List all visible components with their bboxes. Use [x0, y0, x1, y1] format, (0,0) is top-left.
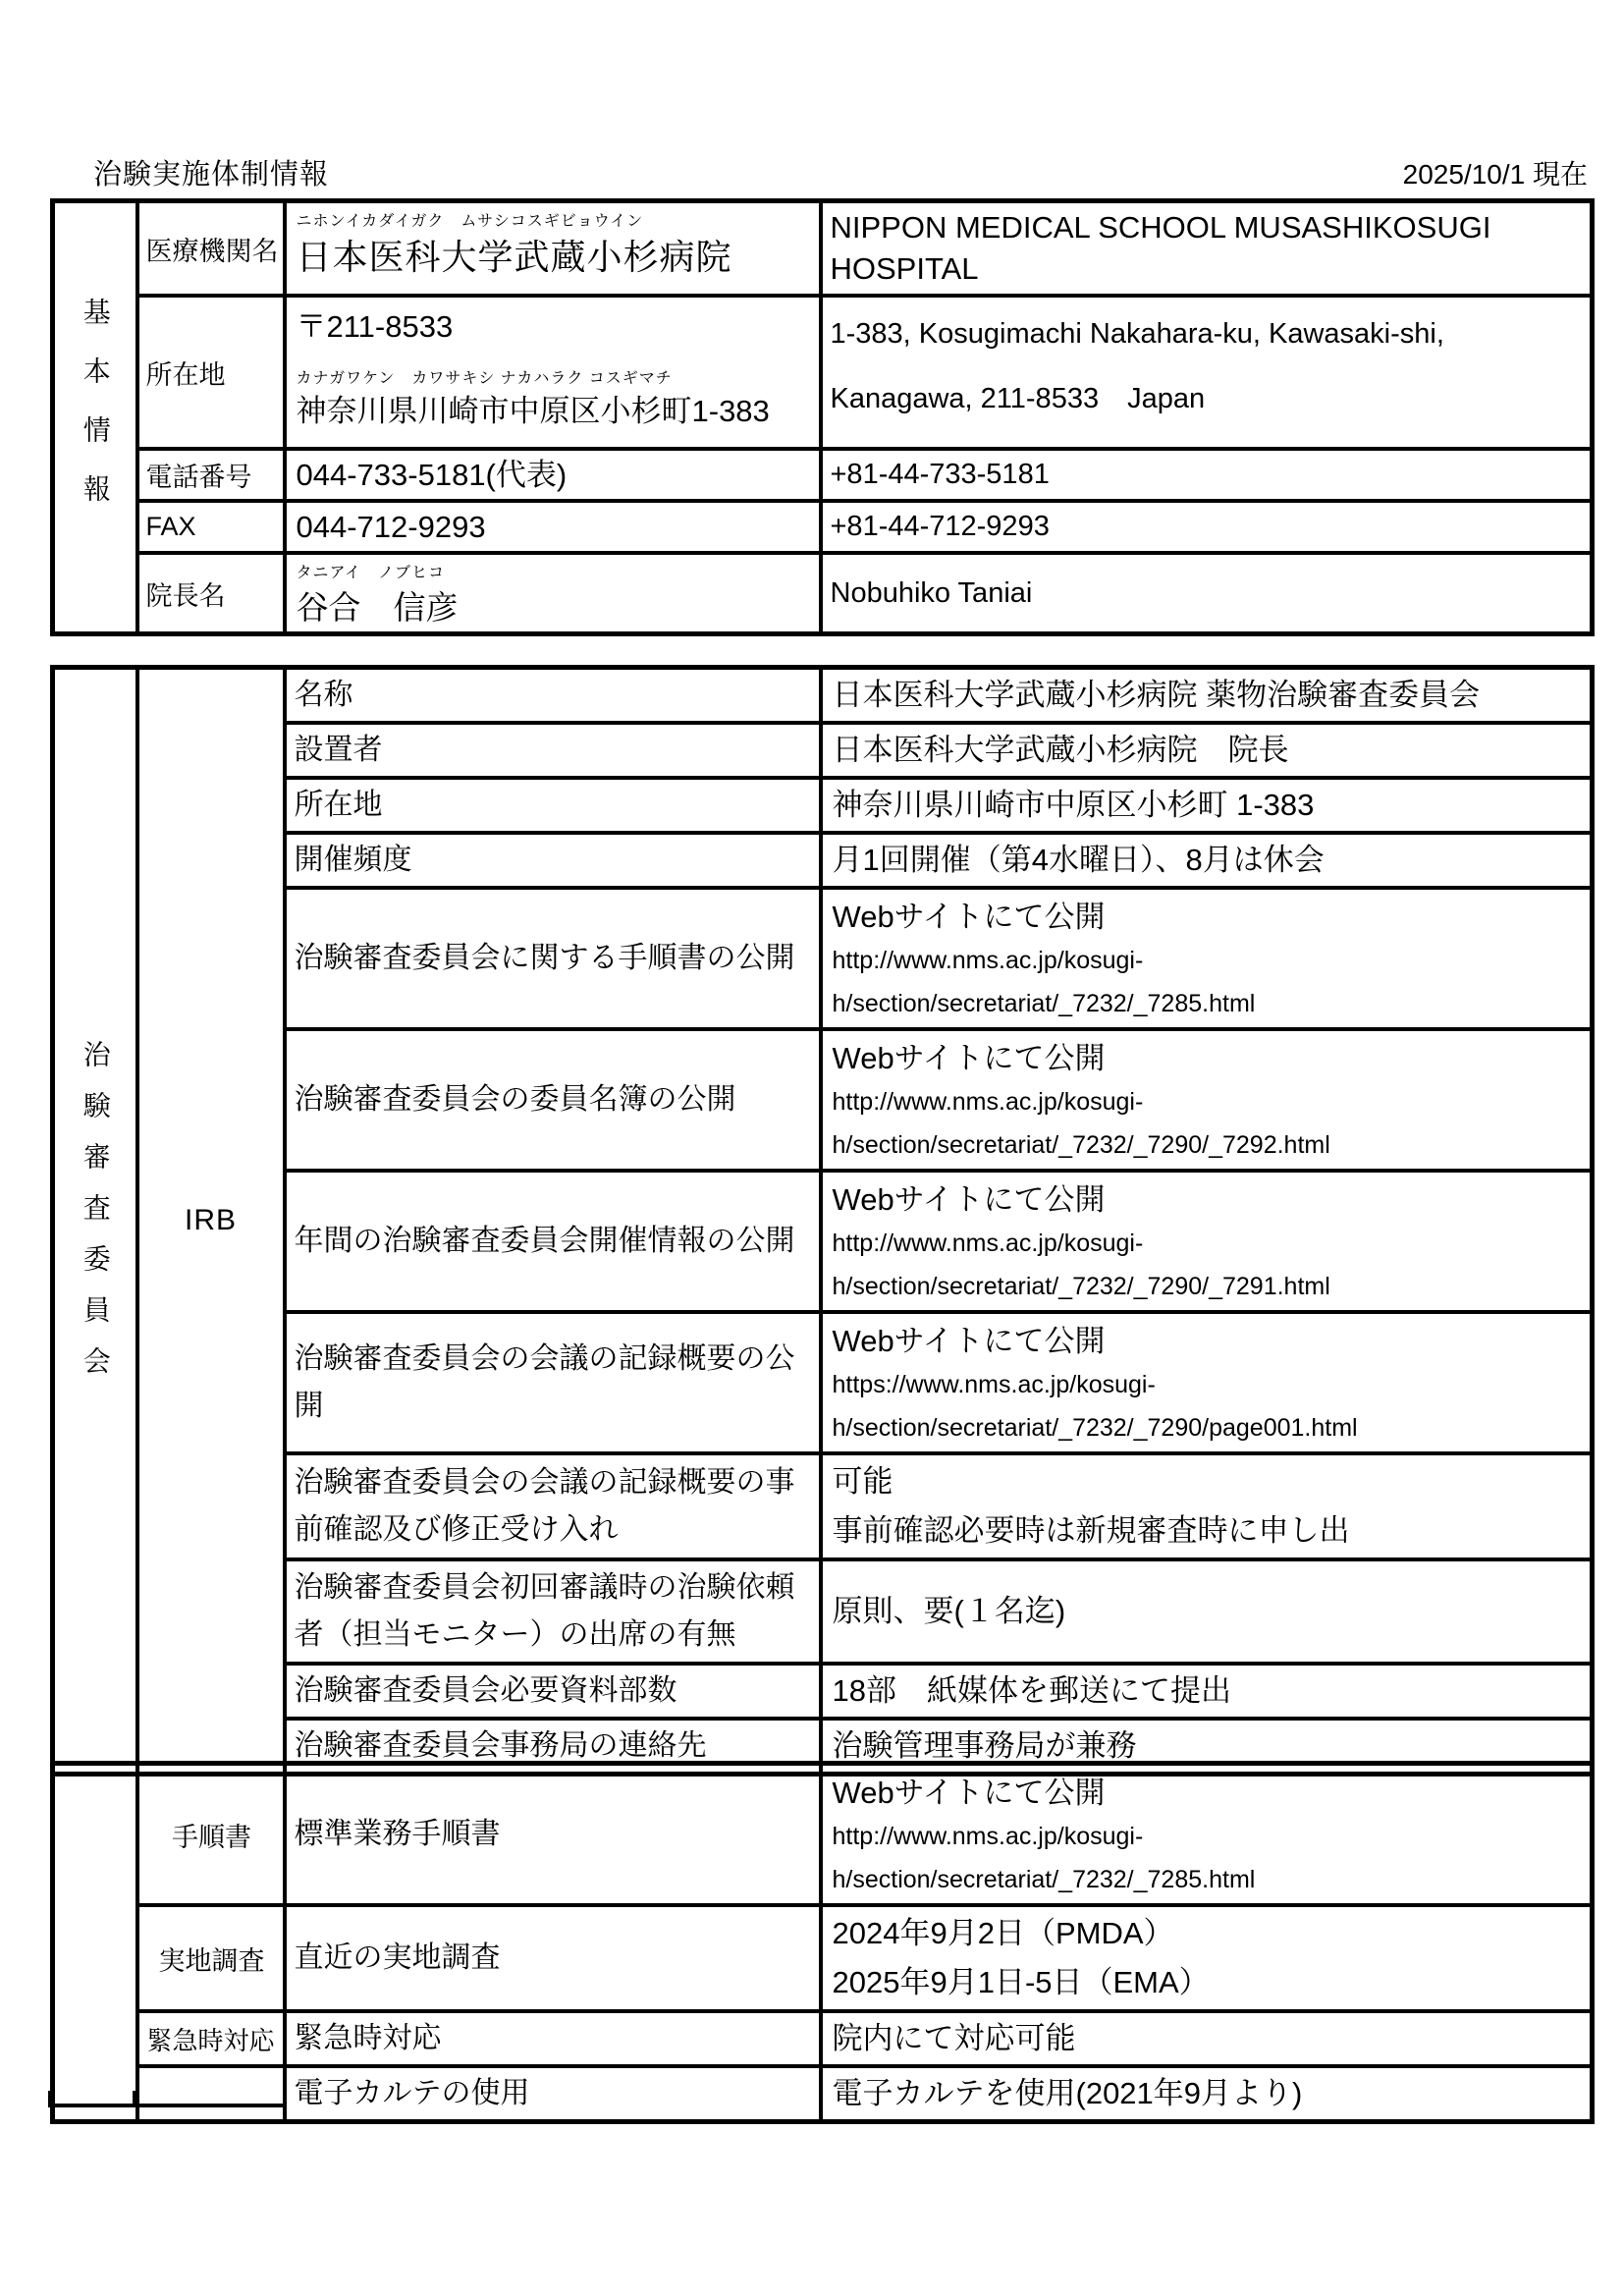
row-label-address: 所在地 [137, 296, 285, 449]
row-label-phone: 電話番号 [137, 449, 285, 501]
irb-row-value [821, 888, 1593, 1029]
ops-item-label: 標準業務手順書 [285, 1764, 821, 1906]
table-row [53, 1764, 1593, 1906]
irb-row-value [821, 1559, 1593, 1664]
table-row [53, 668, 1593, 724]
irb-row-value [821, 1312, 1593, 1453]
table-row [53, 1312, 1593, 1453]
table-row [53, 553, 1593, 634]
table-row [53, 723, 1593, 778]
cutoff-border-bottom [48, 2104, 286, 2107]
irb-row-label: 治験審査委員会初回審議時の治験依頼者（担当モニター）の出席の有無 [285, 1559, 821, 1664]
address-furigana: カナガワケン カワサキシ ナカハラク コスギマチ [296, 370, 673, 387]
vertical-group-label: 基本情報 [80, 297, 111, 533]
table-row [53, 1029, 1593, 1171]
table-row [53, 2011, 1593, 2066]
irb-row-value [821, 1171, 1593, 1312]
url-line: h/section/secretariat/_7232/_7290/_7292.html [832, 1131, 1330, 1159]
irb-row-label: 所在地 [285, 778, 821, 833]
irb-sub-label: IRB [137, 668, 285, 1775]
irb-row-label: 設置者 [285, 723, 821, 778]
director-name-en-cell: Nobuhiko Taniai [821, 553, 1593, 634]
table-row [53, 201, 1593, 297]
irb-row-label: 年間の治験審査委員会開催情報の公開 [285, 1171, 821, 1312]
url-line: h/section/secretariat/_7232/_7285.html [832, 1866, 1256, 1893]
irb-row-label: 治験審査委員会に関する手順書の公開 [285, 888, 821, 1029]
value-line: 日本医科大学武蔵小杉病院 院長 [832, 733, 1289, 767]
value-line: 2025年9月1日-5日（EMA） [832, 1965, 1210, 1999]
table-row [53, 1905, 1593, 2011]
ops-group-label: 手順書 [137, 1764, 285, 1906]
irb-row-label: 名称 [285, 668, 821, 724]
director-name: 谷合 信彦 [296, 589, 459, 626]
fax-cell [285, 501, 821, 553]
document-header [50, 136, 1590, 192]
value-line: Webサイトにて公開 [832, 1041, 1106, 1075]
address-cell [285, 296, 821, 449]
value-line: Webサイトにて公開 [832, 1324, 1106, 1358]
table-row [53, 2066, 1593, 2122]
irb-row-label: 治験審査委員会の会議の記録概要の事前確認及び修正受け入れ [285, 1453, 821, 1559]
table-row [53, 1664, 1593, 1719]
table-row [53, 1453, 1593, 1559]
table-row [53, 1559, 1593, 1664]
address-en-line: 1-383, Kosugimachi Nakahara-ku, Kawasaki-shi, [830, 318, 1444, 350]
fax-number: 044-712-9293 [296, 509, 486, 544]
table-row [53, 296, 1593, 449]
ops-item-label: 緊急時対応 [285, 2011, 821, 2066]
value-line: 日本医科大学武蔵小杉病院 薬物治験審査委員会 [832, 678, 1481, 712]
value-line: 原則、要(１名迄) [832, 1594, 1066, 1628]
ops-group-label: 実地調査 [137, 1905, 285, 2011]
basic-info-table [50, 198, 1595, 636]
group-spacer-cell [53, 1764, 137, 2122]
irb-row-label: 治験審査委員会の委員名簿の公開 [285, 1029, 821, 1171]
value-line: Webサイトにて公開 [832, 1776, 1106, 1810]
url-line: http://www.nms.ac.jp/kosugi- [832, 1230, 1144, 1257]
institution-name-en-cell [821, 201, 1593, 297]
group-label-basic-info [53, 201, 137, 634]
row-label-director: 院長名 [137, 553, 285, 634]
value-line: 可能 [832, 1464, 893, 1499]
ops-row-value [821, 2066, 1593, 2122]
table-row [53, 1171, 1593, 1312]
institution-name-cell [285, 201, 821, 297]
table-row [53, 778, 1593, 833]
ops-row-value [821, 1905, 1593, 2011]
value-line: Webサイトにて公開 [832, 900, 1106, 934]
as-of-date: 2025/10/1 現在 [1402, 159, 1588, 190]
irb-row-value [821, 1029, 1593, 1171]
institution-name: 日本医科大学武蔵小杉病院 [296, 237, 732, 277]
postal-code: 〒211-8533 [296, 309, 454, 344]
director-name-cell [285, 553, 821, 634]
value-line: 18部 紙媒体を郵送にて提出 [832, 1673, 1231, 1708]
value-line: 院内にて対応可能 [832, 2021, 1076, 2055]
ops-group-label: 緊急時対応 [137, 2011, 285, 2066]
value-line: 事前確認必要時は新規審査時に申し出 [832, 1513, 1350, 1548]
irb-row-value [821, 668, 1593, 724]
institution-name-en-line: HOSPITAL [830, 251, 979, 286]
irb-row-label: 治験審査委員会の会議の記録概要の公開 [285, 1312, 821, 1453]
irb-row-label: 治験審査委員会必要資料部数 [285, 1664, 821, 1719]
url-line: https://www.nms.ac.jp/kosugi- [832, 1371, 1156, 1398]
ops-group-label [137, 2066, 285, 2122]
url-line: http://www.nms.ac.jp/kosugi- [832, 1088, 1144, 1116]
irb-row-value [821, 1664, 1593, 1719]
url-line: http://www.nms.ac.jp/kosugi- [832, 1823, 1144, 1850]
table-row [53, 501, 1593, 553]
irb-table [50, 665, 1595, 1777]
value-line: 2024年9月2日（PMDA） [832, 1916, 1174, 1950]
ops-row-value [821, 2011, 1593, 2066]
url-line: http://www.nms.ac.jp/kosugi- [832, 947, 1144, 974]
table-row [53, 888, 1593, 1029]
vertical-group-label: 治験審査委員会 [80, 1039, 111, 1397]
value-line: 神奈川県川崎市中原区小杉町 1-383 [832, 788, 1315, 822]
address-en-line: Kanagawa, 211-8533 Japan [830, 383, 1206, 414]
url-line: h/section/secretariat/_7232/_7285.html [832, 990, 1256, 1017]
institution-name-en-line: NIPPON MEDICAL SCHOOL MUSASHIKOSUGI [830, 210, 1491, 245]
table-row [53, 833, 1593, 888]
page-title: 治験実施体制情報 [93, 159, 330, 191]
irb-row-value [821, 723, 1593, 778]
operations-table [50, 1761, 1595, 2124]
irb-row-label: 治験審査委員会事務局の連絡先 [285, 1719, 821, 1775]
value-line: 電子カルテを使用(2021年9月より) [832, 2076, 1303, 2110]
table-row [53, 449, 1593, 501]
address-jp: 神奈川県川崎市中原区小杉町1-383 [296, 394, 770, 428]
value-line: Webサイトにて公開 [832, 1182, 1106, 1217]
ops-item-label: 直近の実地調査 [285, 1905, 821, 2011]
irb-row-value [821, 1453, 1593, 1559]
phone-en-cell: +81-44-733-5181 [821, 449, 1593, 501]
address-en-cell [821, 296, 1593, 449]
phone-number: 044-733-5181(代表) [296, 457, 568, 492]
fax-en-cell: +81-44-712-9293 [821, 501, 1593, 553]
url-line: h/section/secretariat/_7232/_7290/_7291.html [832, 1273, 1330, 1300]
group-label-irb [53, 668, 137, 1775]
ops-item-label: 電子カルテの使用 [285, 2066, 821, 2122]
row-label-institution: 医療機関名 [137, 201, 285, 297]
row-label-fax: FAX [137, 501, 285, 553]
url-line: h/section/secretariat/_7232/_7290/page001.html [832, 1414, 1358, 1442]
director-furigana: タニアイ ノブヒコ [296, 565, 446, 581]
phone-cell [285, 449, 821, 501]
irb-row-value [821, 778, 1593, 833]
irb-row-label: 開催頻度 [285, 833, 821, 888]
irb-row-value [821, 833, 1593, 888]
ops-row-value [821, 1764, 1593, 1906]
value-line: 治験管理事務局が兼務 [832, 1728, 1137, 1763]
institution-furigana: ニホンイカダイガク ムサシコスギビョウイン [296, 213, 644, 230]
value-line: 月1回開催（第4水曜日）、8月は休会 [832, 843, 1325, 877]
